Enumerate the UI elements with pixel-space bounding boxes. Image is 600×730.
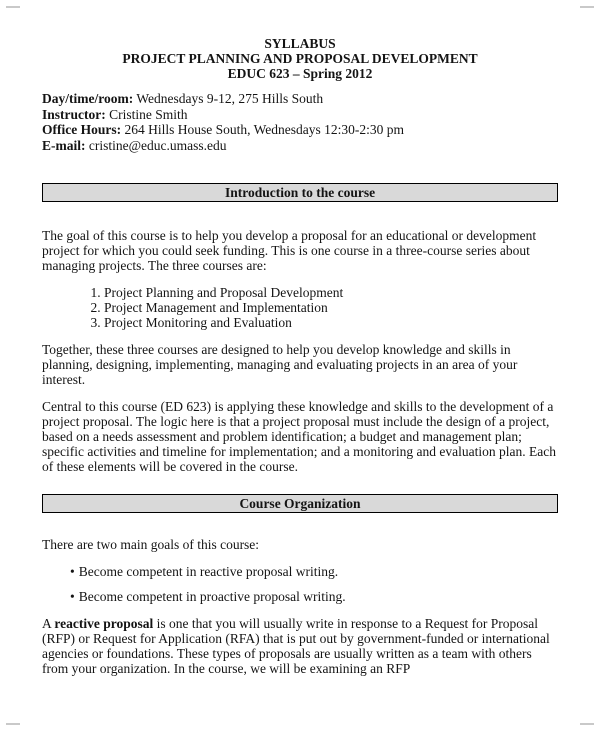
section-header-course-organization [42, 494, 558, 513]
intro-paragraph-together: Together, these three courses are designed to help you develop knowledge and skills in planning, designing, implementing, managing and evaluating projects in an area of your interest. [42, 342, 518, 387]
info-value: 264 Hills House South, Wednesdays 12:30-2:30 pm [124, 122, 405, 137]
reactive-proposal-term: reactive proposal [54, 616, 154, 631]
info-row-email [42, 138, 558, 154]
list-item-course-2: 2. Project Management and Implementation [104, 300, 558, 315]
list-item-goal-reactive [42, 564, 558, 579]
goal-text: Become competent in reactive proposal writing. [78, 564, 339, 579]
paragraph-text: is one that you will usually write in response to a Request for Proposal (RFP) or Request for Application (RFA) that is put out by government-funded or international agencies or foundations. These types of proposals are usually written as a team with others from your organization. In the course, we will be examining an RFP [42, 616, 550, 676]
info-value: Cristine Smith [109, 106, 188, 122]
section-header-introduction [42, 183, 558, 202]
intro-paragraph-goal: The goal of this course is to help you develop a proposal for an educational or development project for which you could seek funding. This is one course in a three-course series about managing projects. The three courses are: [42, 228, 537, 273]
info-row-instructor [42, 107, 558, 123]
list-item-course-1: 1. Project Planning and Proposal Development [104, 285, 558, 300]
course-series-list [42, 285, 558, 330]
scan-corner-mark [6, 6, 20, 8]
info-value-email: cristine@educ.umass.edu [88, 137, 227, 153]
scan-corner-mark [580, 6, 594, 8]
paragraph-text: A [42, 616, 55, 631]
bullet-icon: • [70, 589, 75, 604]
info-row-office-hours [42, 122, 558, 138]
document-header [42, 36, 558, 81]
bullet-icon: • [70, 564, 75, 579]
course-goals-list [42, 564, 558, 604]
scan-corner-mark [580, 723, 594, 725]
info-value: Wednesdays 9-12, 275 Hills South [136, 91, 324, 106]
intro-paragraph-central: Central to this course (ED 623) is applying these knowledge and skills to the development of a project proposal. The logic here is that a project proposal must include the design of a project, based on a needs assessment and problem identification; a budget and management plan; specific activities and timeline for implementation; and a monitoring and evaluation plan. Each of these elements will be covered in the course. [42, 399, 556, 474]
organization-paragraph-goals: There are two main goals of this course: [42, 537, 260, 552]
info-label: E-mail: [42, 137, 86, 153]
course-info-block [42, 91, 558, 153]
doc-title-course-code: EDUC 623 – Spring 2012 [227, 66, 373, 81]
list-item-goal-proactive [42, 589, 558, 604]
scan-corner-mark [6, 723, 20, 725]
info-label: Day/time/room: [42, 91, 134, 106]
goal-text: Become competent in proactive proposal writing. [78, 589, 346, 604]
info-label: Office Hours: [42, 122, 122, 137]
section-title: Course Organization [239, 496, 361, 511]
info-label: Instructor: [42, 106, 106, 122]
info-row-day-time-room [42, 91, 558, 107]
doc-title-syllabus: SYLLABUS [264, 36, 336, 51]
list-item-course-3: 3. Project Monitoring and Evaluation [104, 315, 558, 330]
section-title: Introduction to the course [224, 185, 376, 200]
organization-paragraph-reactive [42, 616, 558, 676]
doc-title-course-name: PROJECT PLANNING AND PROPOSAL DEVELOPMENT [122, 51, 478, 66]
